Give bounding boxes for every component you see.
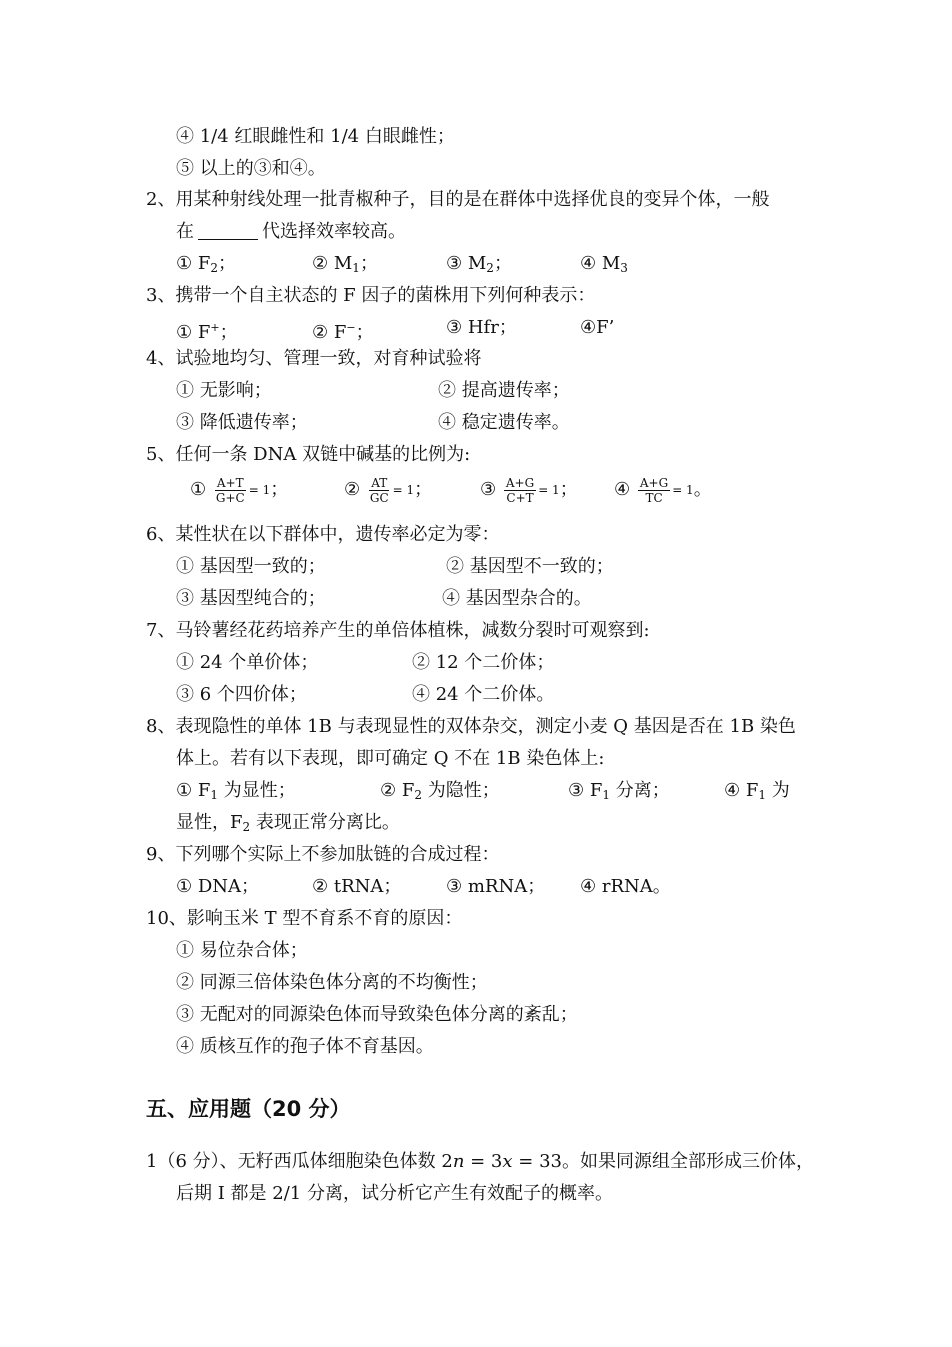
q1-option-5: ⑤ 以上的③和④。 bbox=[176, 158, 326, 179]
q9-option-4: ④ rRNA。 bbox=[580, 876, 671, 897]
q2-stem-prefix: 在 bbox=[176, 221, 194, 242]
q2-stem-suffix: 代选择效率较高。 bbox=[262, 221, 406, 242]
q5-option-4: ④ $\frac{A+G}{TC}$ = 1。 bbox=[614, 475, 712, 505]
q3-option-1: ① F+； bbox=[176, 321, 238, 343]
q3-stem: 3、携带一个自主状态的 F 因子的菌株用下列何种表示： bbox=[146, 285, 596, 306]
q8-stem-line2: 体上。若有以下表现，即可确定 Q 不在 1B 染色体上: bbox=[176, 748, 605, 769]
q8-options bbox=[176, 778, 816, 804]
q7-options-row1 bbox=[176, 650, 696, 676]
q2-stem-line1: 2、用某种射线处理一批青椒种子，目的是在群体中选择优良的变异个体，一般 bbox=[146, 189, 770, 210]
q7-option-2: ② 12 个二价体； bbox=[412, 652, 555, 673]
answer-blank bbox=[198, 221, 258, 240]
fraction-3: $\frac{A+G}{C+T}$ bbox=[505, 475, 535, 505]
q7-option-4: ④ 24 个二价体。 bbox=[412, 684, 555, 705]
section5-question1-line1: 1（6 分）、无籽西瓜体细胞染色体数 2n = 3x = 33。如果同源组全部形成三价体， bbox=[146, 1151, 814, 1172]
q7-option-3: ③ 6 个四价体； bbox=[176, 684, 307, 705]
q6-option-4: ④ 基因型杂合的。 bbox=[442, 588, 592, 609]
q5-option-1: ① $\frac{A+T}{G+C}$ = 1； bbox=[190, 475, 289, 505]
q5-options bbox=[190, 470, 750, 510]
q3-option-4: ④F’ bbox=[580, 317, 615, 338]
q7-options-row2 bbox=[176, 682, 696, 708]
q8-option-1: ① $F_1$ 为显性； bbox=[176, 780, 296, 802]
q6-option-3: ③ 基因型纯合的； bbox=[176, 588, 326, 609]
q8-option-3: ③ $F_1$ 分离； bbox=[568, 780, 670, 802]
q9-option-2: ② tRNA； bbox=[312, 876, 402, 897]
q4-options-row2 bbox=[176, 410, 676, 436]
q2-option-4: ④ $M_3$ bbox=[580, 253, 628, 275]
q10-option-1: ① 易位杂合体； bbox=[176, 940, 308, 961]
fraction-4: $\frac{A+G}{TC}$ bbox=[639, 475, 669, 505]
q4-option-1: ① 无影响； bbox=[176, 380, 272, 401]
q9-option-3: ③ mRNA； bbox=[446, 876, 546, 897]
q8-option-4: ④ $F_1$ 为 bbox=[724, 780, 790, 802]
q1-option-4: ④ 1/4 红眼雌性和 1/4 白眼雌性； bbox=[176, 126, 455, 147]
q10-option-2: ② 同源三倍体染色体分离的不均衡性； bbox=[176, 972, 488, 993]
fraction-1: $\frac{A+T}{G+C}$ bbox=[215, 475, 245, 505]
q9-option-1: ① DNA； bbox=[176, 876, 260, 897]
q10-option-3: ③ 无配对的同源染色体而导致染色体分离的紊乱； bbox=[176, 1004, 578, 1025]
q4-option-4: ④ 稳定遗传率。 bbox=[438, 412, 570, 433]
q8-option-2: ② $F_2$ 为隐性； bbox=[380, 780, 500, 802]
fraction-2: $\frac{AT}{GC}$ bbox=[369, 475, 389, 505]
q9-stem: 9、下列哪个实际上不参加肽链的合成过程： bbox=[146, 844, 500, 865]
q6-options-row2 bbox=[176, 586, 696, 612]
q4-stem: 4、试验地均匀、管理一致，对育种试验将 bbox=[146, 348, 482, 369]
q7-stem: 7、马铃薯经花药培养产生的单倍体植株，减数分裂时可观察到: bbox=[146, 620, 650, 641]
q5-stem: 5、任何一条 DNA 双链中碱基的比例为: bbox=[146, 444, 471, 465]
q10-option-4: ④ 质核互作的孢子体不育基因。 bbox=[176, 1036, 434, 1057]
q9-options bbox=[176, 874, 696, 900]
q6-option-2: ② 基因型不一致的； bbox=[446, 556, 614, 577]
q4-option-2: ② 提高遗传率； bbox=[438, 380, 570, 401]
q3-option-3: ③ Hfr； bbox=[446, 317, 517, 338]
section-heading: 五、应用题（20 分） bbox=[146, 1097, 351, 1121]
q7-option-1: ① 24 个单价体； bbox=[176, 652, 319, 673]
q6-option-1: ① 基因型一致的； bbox=[176, 556, 326, 577]
q8-option-4-continued: 显性，$F_2$ 表现正常分离比。 bbox=[176, 812, 400, 834]
q10-stem: 10、影响玉米 T 型不育系不育的原因： bbox=[146, 908, 463, 929]
q3-option-2: ② F−； bbox=[312, 321, 374, 343]
q5-option-3: ③ $\frac{A+G}{C+T}$ = 1； bbox=[480, 475, 578, 505]
q2-option-2: ② $M_1$； bbox=[312, 253, 378, 275]
q3-options bbox=[176, 315, 676, 341]
q2-option-1: ① $F_2$； bbox=[176, 253, 236, 275]
q4-option-3: ③ 降低遗传率； bbox=[176, 412, 308, 433]
q4-options-row1 bbox=[176, 378, 676, 404]
q5-option-2: ② $\frac{AT}{GC}$ = 1； bbox=[344, 475, 433, 505]
q2-stem-line2 bbox=[176, 219, 406, 245]
q2-option-3: ③ $M_2$； bbox=[446, 253, 512, 275]
q2-options bbox=[176, 251, 676, 277]
q6-options-row1 bbox=[176, 554, 696, 580]
section5-question1-line2: 后期 I 都是 2/1 分离，试分析它产生有效配子的概率。 bbox=[176, 1183, 613, 1204]
q8-stem-line1: 8、表现隐性的单体 1B 与表现显性的双体杂交，测定小麦 Q 基因是否在 1B 染色 bbox=[146, 716, 796, 737]
q6-stem: 6、某性状在以下群体中，遗传率必定为零： bbox=[146, 524, 500, 545]
